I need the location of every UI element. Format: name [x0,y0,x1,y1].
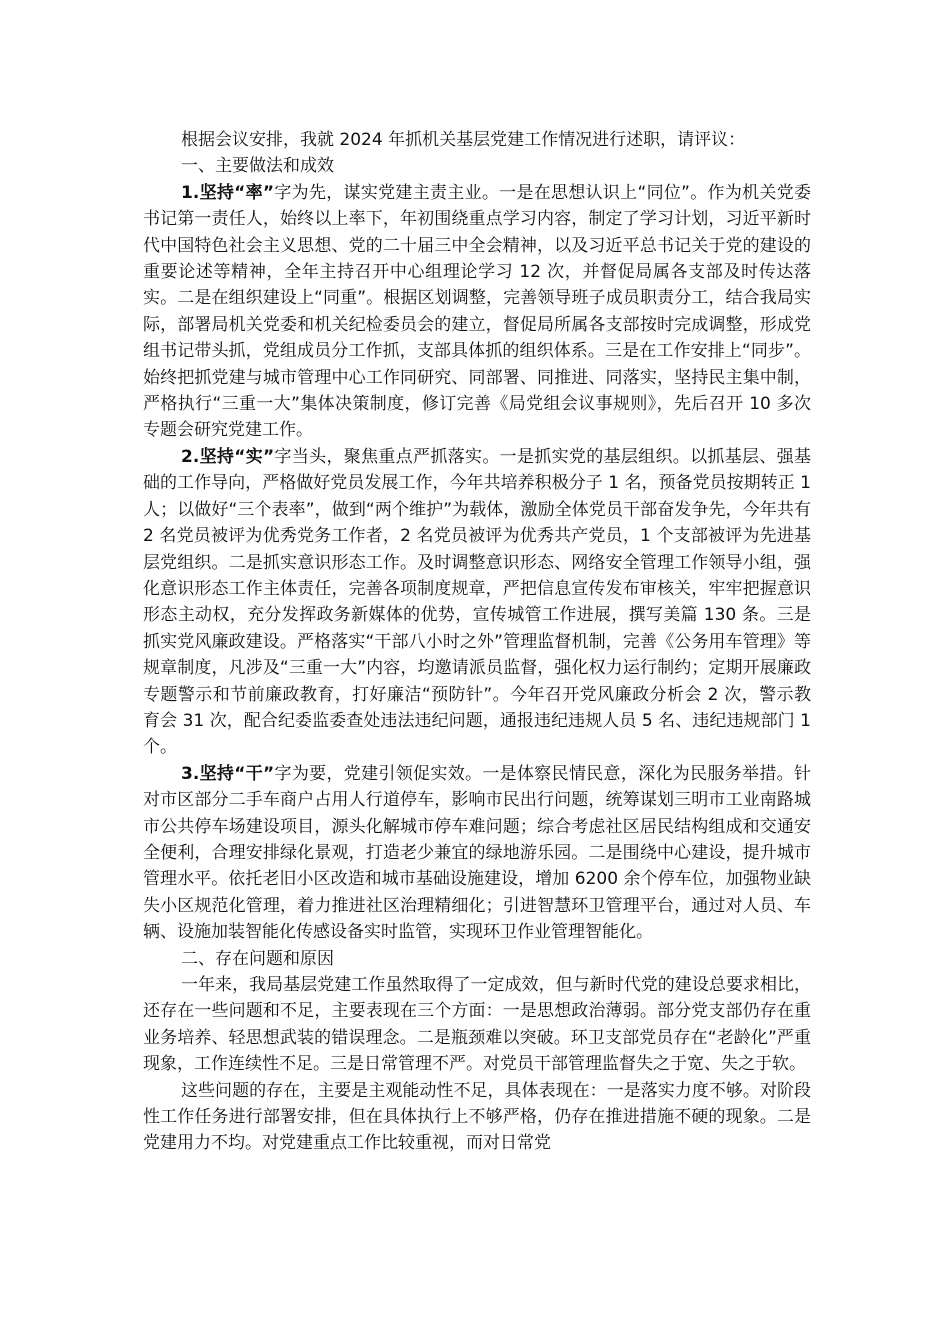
item-2-paragraph [143,444,811,761]
item-3-body: 字为要，党建引领促实效。一是体察民情民意，深化为民服务举措。针对市区部分二手车商户占用人行道停车，影响市民出行问题，统筹谋划三明市工业南路城市公共停车场建设项目，源头化解城市停车难问题；综合考虑社区居民结构组成和交通安全便利，合理安排绿化景观，打造老少兼宜的绿地游乐园。二是围绕中心建设，提升城市管理水平。依托老旧小区改造和城市基础设施建设，增加 6200 余个停车位，加强物业缺失小区规范化管理，着力推进社区治理精细化；引进智慧环卫管理平台，通过对人员、车辆、设施加装智能化传感设备实时监管，实现环卫作业管理智能化。 [143,763,811,943]
item-3-lead: 3.坚持“干” [181,763,275,784]
item-1-body: 字为先，谋实党建主责主业。一是在思想认识上“同位”。作为机关党委书记第一责任人，始终以上率下，年初围绕重点学习内容，制定了学习计划，习近平新时代中国特色社会主义思想、党的二十届三中全会精神，以及习近平总书记关于党的建设的重要论述等精神，全年主持召开中心组理论学习 12 次，并督促局属各支部及时传达落实。二是在组织建设上“同重”。根据区划调整，完善领导班子成员职责分工，结合我局实际，部署局机关党委和机关纪检委员会的建立，督促局所属各支部按时完成调整，形成党组书记带头抓，党组成员分工作抓，支部具体抓的组织体系。三是在工作安排上“同步”。始终把抓党建与城市管理中心工作同研究、同部署、同推进、同落实，坚持民主集中制，严格执行“三重一大”集体决策制度，修订完善《局党组会议事规则》，先后召开 10 多次专题会研究党建工作。 [143,182,811,441]
section-heading-problems: 二、存在问题和原因 [181,948,334,969]
intro-paragraph: 根据会议安排，我就 2024 年抓机关基层党建工作情况进行述职，请评议： [181,130,746,150]
causes-paragraph: 这些问题的存在，主要是主观能动性不足，具体表现在：一是落实力度不够。对阶段性工作任务进行部署安排，但在具体执行上不够严格，仍存在推进措施不硬的现象。二是党建用力不均。对党建重点工作比较重视，而对日常党 [143,1080,811,1154]
item-1-paragraph [143,180,811,444]
problems-paragraph: 一年来，我局基层党建工作虽然取得了一定成效，但与新时代党的建设总要求相比，还存在一些问题和不足，主要表现在三个方面：一是思想政治薄弱。部分党支部仍存在重业务培养、轻思想武装的错误理念。二是瓶颈难以突破。环卫支部党员存在“老龄化”严重现象，工作连续性不足。三是日常管理不严。对党员干部管理监督失之于宽、失之于软。 [143,975,811,1075]
section-heading-achievements: 一、主要做法和成效 [181,156,334,177]
item-2-lead: 2.坚持“实” [181,446,275,467]
item-3-paragraph [143,761,811,946]
item-2-body: 字当头，聚焦重点严抓落实。一是抓实党的基层组织。以抓基层、强基础的工作导向，严格做好党员发展工作，今年共培养积极分子 1 名，预备党员按期转正 1 人；以做好“三个表率”，做到“两个维护”为载体，激励全体党员干部奋发争先，今年共有 2 名党员被评为优秀党务工作者，2 名党员被评为优秀共产党员，1 个支部被评为先进基层党组织。二是抓实意识形态工作。及时调整意识形态、网络安全管理工作领导小组，强化意识形态工作主体责任，完善各项制度规章，严把信息宣传发布审核关，牢牢把握意识形态主动权，充分发挥政务新媒体的优势，宣传城管工作进展，撰写美篇 130 条。三是抓实党风廉政建设。严格落实“干部八小时之外”管理监督机制，完善《公务用车管理》等规章制度，凡涉及“三重一大”内容，均邀请派员监督，强化权力运行制约；定期开展廉政专题警示和节前廉政教育，打好廉洁“预防针”。今年召开党风廉政分析会 2 次，警示教育会 31 次，配合纪委监委查处违法违纪问题，通报违纪违规人员 5 名、违纪违规部门 1 个。 [143,446,811,758]
document-page [143,127,811,1157]
item-1-lead: 1.坚持“率” [181,182,275,203]
